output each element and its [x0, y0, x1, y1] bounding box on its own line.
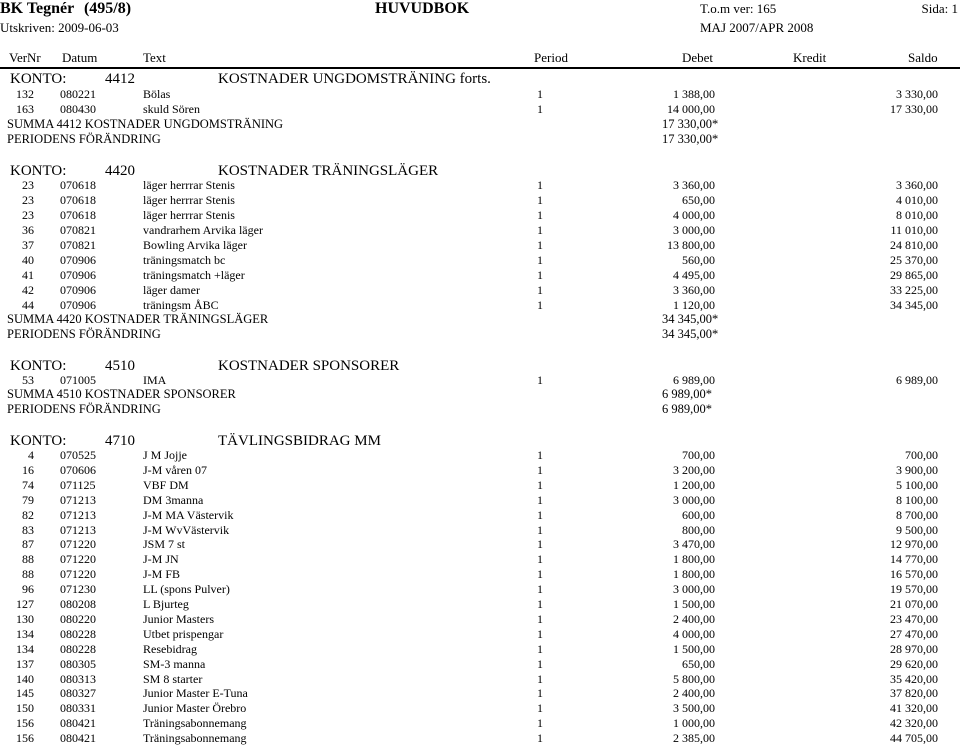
entry-period: 1 [537, 731, 543, 746]
ver-number: 134 [16, 626, 34, 641]
ledger-row [0, 731, 960, 746]
entry-text: vandrarhem Arvika läger [143, 223, 263, 237]
ver-number: 40 [22, 253, 34, 267]
periodens-4412 [0, 132, 960, 147]
book-title: HUVUDBOK [375, 0, 470, 17]
ver-number: 82 [22, 507, 34, 522]
debet-amount: 3 500,00 [673, 701, 715, 716]
debet-amount: 2 400,00 [673, 611, 715, 626]
entry-text: L Bjurteg [143, 597, 189, 611]
saldo-amount: 12 970,00 [890, 537, 938, 552]
konto-name: KOSTNADER TRÄNINGSLÄGER [218, 163, 439, 179]
ledger-row [0, 716, 960, 731]
company-name [0, 0, 131, 18]
konto-name: KOSTNADER UNGDOMSTRÄNING forts. [218, 71, 491, 87]
konto-label: KONTO: [10, 71, 67, 87]
ver-number: 132 [16, 87, 34, 101]
ledger-row [0, 508, 960, 523]
ledger-row [0, 642, 960, 657]
debet-amount: 3 200,00 [673, 462, 715, 477]
ledger-row [0, 193, 960, 208]
ver-number: 127 [16, 597, 34, 611]
saldo-amount: 3 360,00 [896, 178, 938, 192]
entry-date: 071220 [60, 552, 96, 567]
konto-label: KONTO: [10, 163, 67, 179]
entry-text: SM-3 manna [143, 656, 206, 671]
entry-text: J M Jojje [143, 448, 188, 462]
entry-date: 070821 [60, 238, 96, 252]
entry-period: 1 [537, 686, 543, 701]
print-date: Utskriven: 2009-06-03 [0, 20, 119, 35]
entry-period: 1 [537, 537, 543, 552]
ledger-row [0, 657, 960, 672]
summa-label: SUMMA 4420 KOSTNADER TRÄNINGSLÄGER [7, 312, 269, 326]
konto-number: 4420 [105, 163, 135, 179]
ledger-row [0, 686, 960, 701]
entry-date: 070618 [60, 208, 96, 222]
ledger-row [0, 253, 960, 268]
summa-value: 17 330,00* [662, 117, 719, 131]
entry-date: 071005 [60, 373, 96, 387]
entry-period: 1 [537, 253, 543, 267]
entry-date: 080228 [60, 641, 96, 656]
entry-period: 1 [537, 626, 543, 641]
ver-number: 23 [22, 193, 34, 207]
debet-amount: 6 989,00 [673, 373, 715, 387]
entry-text: J-M WvVästervik [143, 522, 230, 537]
entry-period: 1 [537, 238, 543, 252]
ledger-row [0, 612, 960, 627]
debet-amount: 600,00 [682, 507, 715, 522]
saldo-amount: 35 420,00 [890, 671, 938, 686]
col-period: Period [534, 50, 568, 65]
entry-date: 080313 [60, 671, 96, 686]
debet-amount: 4 000,00 [673, 208, 715, 222]
ver-number: 37 [22, 238, 34, 252]
saldo-amount: 17 330,00 [890, 102, 938, 116]
entry-period: 1 [537, 522, 543, 537]
ver-number: 156 [16, 731, 34, 746]
debet-amount: 3 000,00 [673, 582, 715, 597]
entry-date: 070906 [60, 253, 96, 267]
debet-amount: 700,00 [682, 448, 715, 462]
ver-number: 83 [22, 522, 34, 537]
ver-number: 23 [22, 178, 34, 192]
saldo-amount: 23 470,00 [890, 611, 938, 626]
entry-period: 1 [537, 87, 543, 101]
ver-number: 163 [16, 102, 34, 116]
debet-amount: 14 000,00 [667, 102, 715, 116]
entry-period: 1 [537, 448, 543, 462]
entry-period: 1 [537, 716, 543, 731]
debet-amount: 1 120,00 [673, 298, 715, 312]
saldo-amount: 37 820,00 [890, 686, 938, 701]
entry-text: läger herrrar Stenis [143, 193, 235, 207]
report-period: MAJ 2007/APR 2008 [700, 20, 814, 35]
debet-amount: 3 360,00 [673, 178, 715, 192]
saldo-amount: 8 700,00 [896, 507, 938, 522]
saldo-amount: 29 865,00 [890, 268, 938, 282]
ledger-row [0, 238, 960, 253]
entry-date: 070618 [60, 178, 96, 192]
col-vernr: VerNr [9, 50, 41, 65]
entry-text: LL (spons Pulver) [143, 582, 230, 597]
debet-amount: 2 400,00 [673, 686, 715, 701]
entry-date: 071213 [60, 522, 96, 537]
entry-text: skuld Sören [143, 102, 200, 116]
entry-date: 080430 [60, 102, 96, 116]
saldo-amount: 8 100,00 [896, 492, 938, 507]
konto-number: 4412 [105, 71, 135, 87]
entry-date: 080208 [60, 597, 96, 611]
header-rule [0, 67, 960, 69]
saldo-amount: 41 320,00 [890, 701, 938, 716]
ver-number: 36 [22, 223, 34, 237]
entry-period: 1 [537, 477, 543, 492]
ver-number: 4 [28, 448, 34, 462]
periodens-label: PERIODENS FÖRÄNDRING [7, 132, 161, 146]
ledger-row [0, 627, 960, 642]
periodens-label: PERIODENS FÖRÄNDRING [7, 402, 161, 416]
ver-number: 23 [22, 208, 34, 222]
entry-text: läger herrrar Stenis [143, 178, 235, 192]
ver-number: 145 [16, 686, 34, 701]
summa-value: 6 989,00* [662, 387, 712, 401]
saldo-amount: 9 500,00 [896, 522, 938, 537]
entry-date: 071220 [60, 537, 96, 552]
entry-period: 1 [537, 611, 543, 626]
entry-text: SM 8 starter [143, 671, 203, 686]
entry-date: 080421 [60, 731, 96, 746]
ver-number: 87 [22, 537, 34, 552]
ver-number: 134 [16, 641, 34, 656]
saldo-amount: 3 900,00 [896, 462, 938, 477]
periodens-value: 6 989,00* [662, 402, 712, 416]
debet-amount: 1 800,00 [673, 567, 715, 582]
ver-number: 140 [16, 671, 34, 686]
periodens-value: 17 330,00* [662, 132, 719, 146]
entry-period: 1 [537, 641, 543, 656]
entry-text: J-M JN [143, 552, 179, 567]
entry-text: J-M FB [143, 567, 181, 582]
ledger-row [0, 478, 960, 493]
ver-number: 88 [22, 552, 34, 567]
entry-text: Träningsabonnemang [143, 716, 247, 731]
version-info: T.o.m ver: 165 [700, 1, 777, 16]
saldo-amount: 14 770,00 [890, 552, 938, 567]
debet-amount: 1 388,00 [673, 87, 715, 101]
saldo-amount: 21 070,00 [890, 597, 938, 611]
debet-amount: 650,00 [682, 193, 715, 207]
periodens-4420 [0, 327, 960, 342]
entry-text: Bowling Arvika läger [143, 238, 247, 252]
saldo-amount: 24 810,00 [890, 238, 938, 252]
periodens-label: PERIODENS FÖRÄNDRING [7, 327, 161, 341]
ledger-row [0, 87, 960, 102]
col-text: Text [143, 50, 166, 65]
entry-text: VBF DM [143, 477, 189, 492]
entry-date: 080421 [60, 716, 96, 731]
konto-header-4412 [0, 70, 960, 88]
ver-number: 88 [22, 567, 34, 582]
entry-date: 070906 [60, 298, 96, 312]
ledger-row [0, 373, 960, 388]
ledger-row [0, 102, 960, 117]
entry-text: JSM 7 st [143, 537, 186, 552]
ledger-row [0, 567, 960, 582]
ledger-row [0, 552, 960, 567]
saldo-amount: 44 705,00 [890, 731, 938, 746]
summa-label: SUMMA 4412 KOSTNADER UNGDOMSTRÄNING [7, 117, 284, 131]
entry-period: 1 [537, 552, 543, 567]
entry-period: 1 [537, 567, 543, 582]
entry-date: 070906 [60, 268, 96, 282]
debet-amount: 1 500,00 [673, 597, 715, 611]
summa-value: 34 345,00* [662, 312, 719, 326]
entry-period: 1 [537, 582, 543, 597]
saldo-amount: 27 470,00 [890, 626, 938, 641]
entry-date: 070618 [60, 193, 96, 207]
entry-period: 1 [537, 656, 543, 671]
saldo-amount: 34 345,00 [890, 298, 938, 312]
entry-date: 070525 [60, 448, 96, 462]
ledger-row [0, 523, 960, 538]
debet-amount: 3 360,00 [673, 283, 715, 297]
entry-text: Junior Master Örebro [143, 701, 247, 716]
entry-text: läger damer [143, 283, 200, 297]
entry-text: DM 3manna [143, 492, 204, 507]
page-number: Sida: 1 [921, 1, 958, 16]
konto-label: KONTO: [10, 433, 67, 449]
saldo-amount: 4 010,00 [896, 193, 938, 207]
saldo-amount: 5 100,00 [896, 477, 938, 492]
entry-period: 1 [537, 507, 543, 522]
debet-amount: 4 495,00 [673, 268, 715, 282]
page-info: (495/8) [83, 0, 132, 17]
ledger-row [0, 208, 960, 223]
entry-text: IMA [143, 373, 167, 387]
entry-date: 080331 [60, 701, 96, 716]
debet-amount: 2 385,00 [673, 731, 715, 746]
ledger-row [0, 448, 960, 463]
ledger-row [0, 597, 960, 612]
debet-amount: 13 800,00 [667, 238, 715, 252]
konto-number: 4510 [105, 358, 135, 374]
entry-text: träningsmatch bc [143, 253, 226, 267]
saldo-amount: 25 370,00 [890, 253, 938, 267]
ver-number: 79 [22, 492, 34, 507]
saldo-amount: 42 320,00 [890, 716, 938, 731]
ver-number: 130 [16, 611, 34, 626]
ledger-row [0, 268, 960, 283]
entry-text: J-M MA Västervik [143, 507, 234, 522]
company-name-text: BK Tegnér [0, 0, 74, 17]
entry-text: Junior Master E-Tuna [143, 686, 248, 701]
saldo-amount: 6 989,00 [896, 373, 938, 387]
entry-text: Utbet prispengar [143, 626, 224, 641]
konto-label: KONTO: [10, 358, 67, 374]
ledger-row [0, 178, 960, 193]
entry-period: 1 [537, 701, 543, 716]
entry-text: Resebidrag [143, 641, 197, 656]
ver-number: 96 [22, 582, 34, 597]
entry-date: 080305 [60, 656, 96, 671]
periodens-value: 34 345,00* [662, 327, 719, 341]
entry-text: Junior Masters [143, 611, 214, 626]
debet-amount: 800,00 [682, 522, 715, 537]
konto-name: TÄVLINGSBIDRAG MM [218, 433, 381, 449]
entry-date: 080228 [60, 626, 96, 641]
ledger-row [0, 701, 960, 716]
entry-period: 1 [537, 102, 543, 116]
saldo-amount: 8 010,00 [896, 208, 938, 222]
debet-amount: 5 800,00 [673, 671, 715, 686]
entry-date: 071220 [60, 567, 96, 582]
debet-amount: 560,00 [682, 253, 715, 267]
entry-date: 071125 [60, 477, 96, 492]
ledger-row [0, 223, 960, 238]
ver-number: 74 [22, 477, 34, 492]
entry-period: 1 [537, 193, 543, 207]
ver-number: 16 [22, 462, 34, 477]
saldo-amount: 29 620,00 [890, 656, 938, 671]
entry-period: 1 [537, 671, 543, 686]
debet-amount: 1 800,00 [673, 552, 715, 567]
entry-period: 1 [537, 283, 543, 297]
entry-date: 080220 [60, 611, 96, 626]
entry-date: 080221 [60, 87, 96, 101]
entry-text: läger herrrar Stenis [143, 208, 235, 222]
ver-number: 44 [22, 298, 34, 312]
ver-number: 156 [16, 716, 34, 731]
entry-period: 1 [537, 223, 543, 237]
debet-amount: 4 000,00 [673, 626, 715, 641]
saldo-amount: 28 970,00 [890, 641, 938, 656]
col-debet: Debet [682, 50, 714, 65]
entry-date: 071230 [60, 582, 96, 597]
saldo-amount: 3 330,00 [896, 87, 938, 101]
debet-amount: 3 000,00 [673, 492, 715, 507]
entry-period: 1 [537, 208, 543, 222]
debet-amount: 1 500,00 [673, 641, 715, 656]
summa-label: SUMMA 4510 KOSTNADER SPONSORER [7, 387, 236, 401]
entry-date: 070906 [60, 283, 96, 297]
entry-text: Träningsabonnemang [143, 731, 247, 746]
ledger-row [0, 582, 960, 597]
debet-amount: 1 200,00 [673, 477, 715, 492]
ledger-row [0, 672, 960, 687]
ledger-row [0, 463, 960, 478]
debet-amount: 650,00 [682, 656, 715, 671]
debet-amount: 3 470,00 [673, 537, 715, 552]
ledger-row [0, 537, 960, 552]
entry-date: 071213 [60, 492, 96, 507]
entry-text: J-M våren 07 [143, 462, 207, 477]
ver-number: 42 [22, 283, 34, 297]
saldo-amount: 19 570,00 [890, 582, 938, 597]
debet-amount: 1 000,00 [673, 716, 715, 731]
konto-number: 4710 [105, 433, 135, 449]
saldo-amount: 16 570,00 [890, 567, 938, 582]
entry-text: träningsm ÅBC [143, 298, 219, 312]
entry-period: 1 [537, 268, 543, 282]
summa-4510 [0, 387, 960, 402]
entry-period: 1 [537, 492, 543, 507]
ver-number: 53 [22, 373, 34, 387]
col-saldo: Saldo [908, 50, 938, 65]
debet-amount: 3 000,00 [673, 223, 715, 237]
ledger-row [0, 283, 960, 298]
ver-number: 41 [22, 268, 34, 282]
entry-period: 1 [537, 462, 543, 477]
entry-date: 070606 [60, 462, 96, 477]
entry-period: 1 [537, 373, 543, 387]
entry-text: träningsmatch +läger [143, 268, 245, 282]
ledger-row [0, 298, 960, 313]
col-kredit: Kredit [793, 50, 827, 65]
ver-number: 150 [16, 701, 34, 716]
col-datum: Datum [62, 50, 98, 65]
konto-name: KOSTNADER SPONSORER [218, 358, 400, 374]
saldo-amount: 33 225,00 [890, 283, 938, 297]
entry-text: Bölas [143, 87, 171, 101]
summa-4412 [0, 117, 960, 132]
entry-date: 080327 [60, 686, 96, 701]
entry-date: 070821 [60, 223, 96, 237]
saldo-amount: 11 010,00 [890, 223, 938, 237]
periodens-4510 [0, 402, 960, 417]
summa-4420 [0, 312, 960, 327]
saldo-amount: 700,00 [905, 448, 938, 462]
ver-number: 137 [16, 656, 34, 671]
entry-period: 1 [537, 597, 543, 611]
entry-period: 1 [537, 298, 543, 312]
entry-date: 071213 [60, 507, 96, 522]
ledger-row [0, 493, 960, 508]
entry-period: 1 [537, 178, 543, 192]
